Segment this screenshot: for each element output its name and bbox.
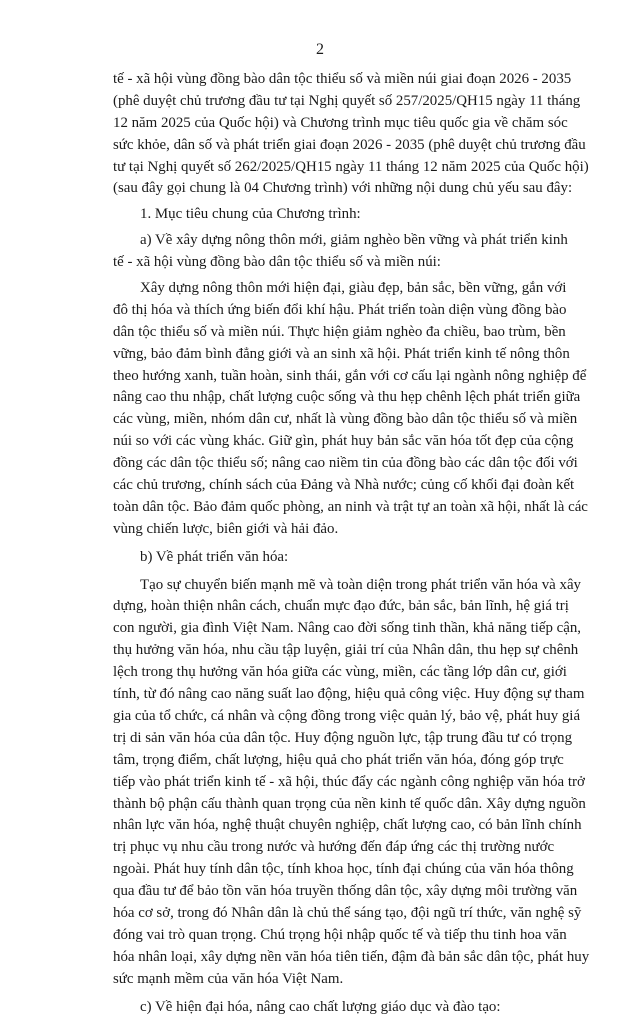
sub-c-heading: c) Về hiện đại hóa, nâng cao chất lượng giáo dục và đào tạo: <box>140 998 501 1015</box>
text-line: ngoài. Phát huy tính dân tộc, tính khoa học, tính đại chúng của văn hóa thông <box>113 861 574 878</box>
text-line: tế - xã hội vùng đồng bào dân tộc thiểu số và miền núi giai đoạn 2026 - 2035 <box>113 71 572 87</box>
document-body <box>113 69 590 1018</box>
text-line: đô thị hóa và thích ứng biến đổi khí hậu. Phát triển toàn diện vùng đồng bào <box>113 301 567 318</box>
text-line: núi so với các vùng khác. Giữ gìn, phát huy bản sắc văn hóa tốt đẹp của cộng <box>113 433 574 450</box>
text-line: (sau đây gọi chung là 04 Chương trình) với những nội dung chủ yếu sau đây: <box>113 180 573 197</box>
text-line: dân tộc thiểu số và miền núi. Thực hiện giảm nghèo đa chiều, bao trùm, bền <box>113 323 566 340</box>
sub-a-heading <box>113 230 568 274</box>
text-line: lệch trong thụ hưởng văn hóa giữa các vùng, miền, các tầng lớp dân cư, giới <box>113 664 567 681</box>
text-line: vùng chiến lược, biên giới và hải đảo. <box>113 520 339 537</box>
text-line: Xây dựng nông thôn mới hiện đại, giàu đẹp, bản sắc, bền vững, gắn với <box>140 280 567 297</box>
text-line: thành bộ phận cấu thành quan trọng của nền kinh tế quốc dân. Xây dựng nguồn <box>113 795 586 812</box>
text-line: trị phục vụ nhu cầu trong nước và hướng đến đáp ứng các thị trường nước <box>113 839 555 856</box>
text-line: tâm, trọng điểm, chất lượng, hiệu quả cho phát triển văn hóa, đóng góp trực <box>113 751 564 768</box>
paragraph-a <box>113 278 588 541</box>
text-line: vững, bảo đảm bình đẳng giới và an sinh xã hội. Phát triển kinh tế nông thôn <box>113 345 570 362</box>
text-line: con người, gia đình Việt Nam. Nâng cao đời sống tinh thần, khả năng tiếp cận, <box>113 620 582 637</box>
text-line: 12 năm 2025 của Quốc hội) và Chương trình mục tiêu quốc gia về chăm sóc <box>113 114 568 131</box>
section-1-heading: 1. Mục tiêu chung của Chương trình: <box>140 206 361 223</box>
text-line: nâng cao thu nhập, chất lượng cuộc sống và thu hẹp chênh lệch phát triển giữa <box>113 389 581 406</box>
text-line: các vùng, miền, nhóm dân cư, nhất là vùng đồng bào dân tộc thiểu số và miền <box>113 411 578 428</box>
sub-b-heading: b) Về phát triển văn hóa: <box>140 548 289 565</box>
text-line: hóa cơ sở, trong đó Nhân dân là chủ thể sáng tạo, đội ngũ trí thức, văn nghệ sỹ <box>113 904 582 921</box>
text-line: qua đầu tư để bảo tồn văn hóa truyền thống dân tộc, xây dựng môi trường văn <box>113 883 578 900</box>
text-line: hóa nhân loại, xây dựng nền văn hóa tiên tiến, đậm đà bản sắc dân tộc, phát huy <box>113 948 590 965</box>
paragraph-b <box>113 575 590 991</box>
text-line: các chủ trương, chính sách của Đảng và Nhà nước; củng cố khối đại đoàn kết <box>113 477 575 494</box>
text-line: (phê duyệt chủ trương đầu tư tại Nghị quyết số 257/2025/QH15 ngày 11 tháng <box>113 92 581 109</box>
text-line: đồng các dân tộc thiểu số; nâng cao niềm tin của đồng bào các dân tộc đối với <box>113 455 578 472</box>
text-line: nhân lực văn hóa, nghệ thuật chuyên nghiệp, chất lượng cao, có bản lĩnh chính <box>113 817 582 834</box>
text-line: tính, từ đó nâng cao năng suất lao động, hiệu quả công việc. Huy động sự tham <box>113 686 585 703</box>
text-line: theo hướng xanh, tuần hoàn, sinh thái, gắn với cơ cấu lại ngành nông nghiệp để <box>113 367 587 384</box>
text-line: đóng vai trò quan trọng. Chú trọng hội nhập quốc tế và tiếp thu tinh hoa văn <box>113 926 567 943</box>
text-line: tiếp vào phát triển kinh tế - xã hội, thúc đẩy các ngành công nghiệp văn hóa trở <box>113 773 585 790</box>
text-line: tế - xã hội vùng đồng bào dân tộc thiểu số và miền núi: <box>113 254 441 271</box>
text-line: a) Về xây dựng nông thôn mới, giảm nghèo bền vững và phát triển kinh <box>140 232 568 249</box>
text-line: toàn dân tộc. Bảo đảm quốc phòng, an ninh và trật tự an toàn xã hội, nhất là các <box>113 498 588 515</box>
text-line: dựng, hoàn thiện nhân cách, chuẩn mực đạo đức, bản sắc, bản lĩnh, hệ giá trị <box>113 598 569 615</box>
page-number: 2 <box>316 41 324 58</box>
text-line: tư tại Nghị quyết số 262/2025/QH15 ngày 11 tháng 12 năm 2025 của Quốc hội) <box>113 158 589 175</box>
text-line: thụ hưởng văn hóa, nhu cầu tập luyện, giải trí của Nhân dân, thu hẹp sự chênh <box>113 642 579 659</box>
text-line: sức khỏe, dân số và phát triển giai đoạn 2026 - 2035 (phê duyệt chủ trương đầu <box>113 136 586 153</box>
intro-paragraph <box>113 69 589 200</box>
text-line: trị di sản văn hóa của dân tộc. Huy động nguồn lực, tập trung đầu tư có trọng <box>113 729 573 746</box>
text-line: sức mạnh mềm của văn hóa Việt Nam. <box>113 970 344 987</box>
text-line: gia của tổ chức, cá nhân và cộng đồng trong việc quản lý, bảo vệ, phát huy giá <box>113 707 581 724</box>
text-line: Tạo sự chuyển biến mạnh mẽ và toàn diện trong phát triển văn hóa và xây <box>140 576 582 593</box>
